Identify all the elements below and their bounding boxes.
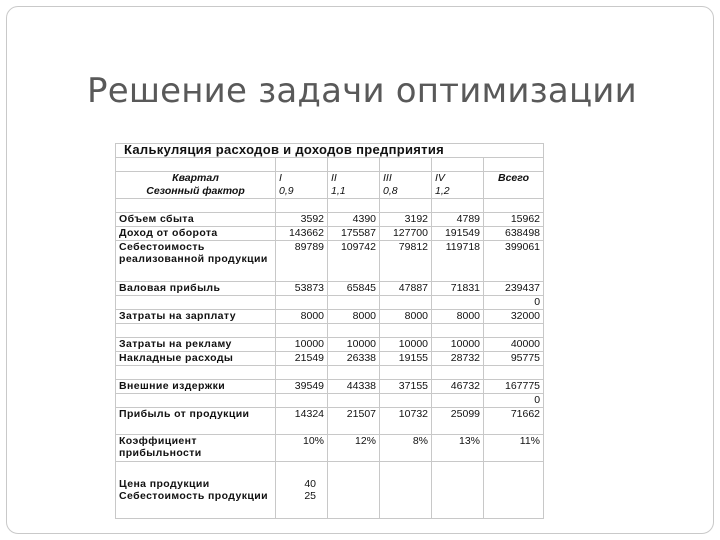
row-label: Коэффициент прибыльности — [116, 435, 276, 462]
quarter-header: I — [276, 172, 328, 186]
row-label: Цена продукции — [119, 478, 210, 490]
bottom-block — [116, 462, 544, 519]
cell: 15962 — [484, 213, 544, 227]
quarter-header: III — [380, 172, 432, 186]
season-factor: 0,8 — [380, 185, 432, 199]
cell: 638498 — [484, 227, 544, 241]
cell: 127700 — [380, 227, 432, 241]
cell: 0 — [484, 394, 544, 408]
row-label: Себестоимость продукции — [119, 490, 268, 502]
row-label: Валовая прибыль — [116, 282, 276, 296]
cell: 28732 — [432, 352, 484, 366]
cell: 4789 — [432, 213, 484, 227]
total-header: Всего — [484, 172, 544, 186]
season-factor-row — [116, 185, 544, 199]
cell: 191549 — [432, 227, 484, 241]
cell: 10732 — [380, 408, 432, 435]
empty-row — [116, 158, 544, 172]
cost-revenue-table — [115, 143, 544, 519]
cell: 10000 — [432, 338, 484, 352]
row-label: Накладные расходы — [116, 352, 276, 366]
cell: 65845 — [328, 282, 380, 296]
cell: 71662 — [484, 408, 544, 435]
table-row — [116, 282, 544, 296]
cell: 46732 — [432, 380, 484, 394]
price-cost-values — [276, 462, 328, 519]
caption-row — [116, 144, 544, 158]
quarter-header-row — [116, 172, 544, 186]
table-row — [116, 380, 544, 394]
row-label: Внешние издержки — [116, 380, 276, 394]
cell: 26338 — [328, 352, 380, 366]
cell: 79812 — [380, 241, 432, 282]
table-row — [116, 213, 544, 227]
table-row — [116, 227, 544, 241]
cell: 39549 — [276, 380, 328, 394]
cell: 40000 — [484, 338, 544, 352]
cell: 239437 — [484, 282, 544, 296]
table-row — [116, 241, 544, 282]
table-row — [116, 338, 544, 352]
cell: 32000 — [484, 310, 544, 324]
cell: 12% — [328, 435, 380, 462]
cell: 4390 — [328, 213, 380, 227]
table-row — [116, 310, 544, 324]
cell: 14324 — [276, 408, 328, 435]
slide — [6, 6, 714, 534]
cell: 3192 — [380, 213, 432, 227]
cell: 19155 — [380, 352, 432, 366]
cell: 399061 — [484, 241, 544, 282]
cell: 109742 — [328, 241, 380, 282]
row-label: Затраты на рекламу — [116, 338, 276, 352]
cell: 21549 — [276, 352, 328, 366]
cell: 40 — [304, 478, 316, 490]
cell: 71831 — [432, 282, 484, 296]
cell: 8% — [380, 435, 432, 462]
cell: 13% — [432, 435, 484, 462]
table-row — [116, 296, 544, 310]
cell: 167775 — [484, 380, 544, 394]
empty-row — [116, 324, 544, 338]
cell: 25 — [304, 490, 316, 502]
season-label: Сезонный фактор — [116, 185, 276, 199]
cell: 0 — [484, 296, 544, 310]
season-factor: 0,9 — [276, 185, 328, 199]
cell: 175587 — [328, 227, 380, 241]
cell: 10000 — [380, 338, 432, 352]
row-label: Объем сбыта — [116, 213, 276, 227]
cell: 25099 — [432, 408, 484, 435]
table-row — [116, 352, 544, 366]
cell: 47887 — [380, 282, 432, 296]
spreadsheet — [115, 143, 543, 529]
quarter-header: II — [328, 172, 380, 186]
slide-title: Решение задачи оптимизации — [87, 71, 637, 111]
season-factor: 1,1 — [328, 185, 380, 199]
table-row — [116, 394, 544, 408]
row-label: Затраты на зарплату — [116, 310, 276, 324]
empty-row — [116, 199, 544, 213]
cell: 44338 — [328, 380, 380, 394]
quarter-header: IV — [432, 172, 484, 186]
table-row — [116, 408, 544, 435]
table-row — [116, 435, 544, 462]
cell: 3592 — [276, 213, 328, 227]
cell: 8000 — [380, 310, 432, 324]
price-cost-labels — [116, 462, 276, 519]
row-label: Прибыль от продукции — [116, 408, 276, 435]
season-factor: 1,2 — [432, 185, 484, 199]
cell: 37155 — [380, 380, 432, 394]
cell: 21507 — [328, 408, 380, 435]
cell: 8000 — [328, 310, 380, 324]
cell: 10000 — [328, 338, 380, 352]
cell: 10000 — [276, 338, 328, 352]
cell: 10% — [276, 435, 328, 462]
quarter-label: Квартал — [116, 172, 276, 186]
cell: 89789 — [276, 241, 328, 282]
row-label: Себестоимость реализованной продукции — [116, 241, 276, 282]
cell: 95775 — [484, 352, 544, 366]
cell: 143662 — [276, 227, 328, 241]
cell: 8000 — [432, 310, 484, 324]
cell: 8000 — [276, 310, 328, 324]
empty-row — [116, 366, 544, 380]
cell: 119718 — [432, 241, 484, 282]
cell: 11% — [484, 435, 544, 462]
row-label: Доход от оборота — [116, 227, 276, 241]
cell: 53873 — [276, 282, 328, 296]
table-caption: Калькуляция расходов и доходов предприятия — [116, 144, 544, 158]
